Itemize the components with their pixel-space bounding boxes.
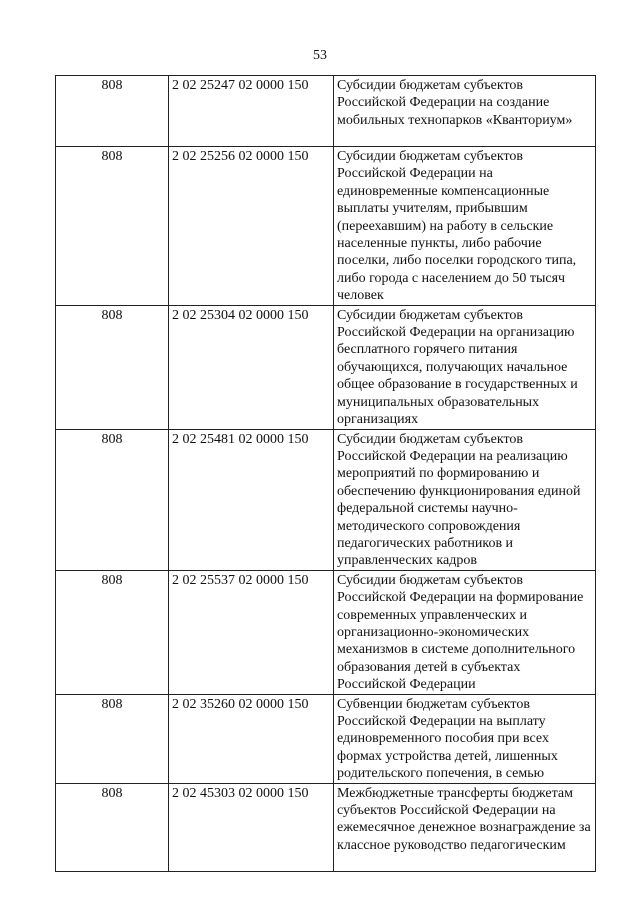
budget-code-cell: 2 02 45303 02 0000 150 bbox=[169, 783, 334, 871]
revenue-name-cell: Субвенции бюджетам субъектов Российской Федерации на выплату единовременного пособия при всех формах устройства детей, лишенных родительского попечения, в семью bbox=[334, 694, 596, 783]
budget-code-cell: 2 02 25537 02 0000 150 bbox=[169, 570, 334, 694]
table-row bbox=[56, 429, 596, 570]
budget-code-cell: 2 02 25256 02 0000 150 bbox=[169, 147, 334, 306]
admin-code-cell: 808 bbox=[56, 429, 169, 570]
revenue-name-cell: Субсидии бюджетам субъектов Российской Федерации на организацию бесплатного горячего питания обучающихся, получающих начальное общее образование в государственных и муниципальных образовательных организациях bbox=[334, 305, 596, 429]
budget-code-cell: 2 02 25247 02 0000 150 bbox=[169, 76, 334, 147]
revenue-name-cell: Межбюджетные трансферты бюджетам субъектов Российской Федерации на ежемесячное денежное вознаграждение за классное руководство педагогическим bbox=[334, 783, 596, 871]
admin-code-cell: 808 bbox=[56, 570, 169, 694]
admin-code-cell: 808 bbox=[56, 147, 169, 306]
budget-code-cell: 2 02 35260 02 0000 150 bbox=[169, 694, 334, 783]
admin-code-cell: 808 bbox=[56, 694, 169, 783]
budget-code-cell: 2 02 25481 02 0000 150 bbox=[169, 429, 334, 570]
admin-code-cell: 808 bbox=[56, 76, 169, 147]
budget-codes-table bbox=[55, 75, 596, 872]
revenue-name-cell: Субсидии бюджетам субъектов Российской Федерации на единовременные компенсационные выплаты учителям, прибывшим (переехавшим) на работу в сельские населенные пункты, либо рабочие поселки, либо поселки городского типа, либо города с населением до 50 тысяч человек bbox=[334, 147, 596, 306]
table-row bbox=[56, 76, 596, 147]
page-number: 53 bbox=[313, 48, 327, 63]
revenue-name-cell: Субсидии бюджетам субъектов Российской Федерации на создание мобильных технопарков «Кванториум» bbox=[334, 76, 596, 147]
revenue-name-cell: Субсидии бюджетам субъектов Российской Федерации на формирование современных управленческих и организационно-экономических механизмов в системе дополнительного образования детей в субъектах Российской Федерации bbox=[334, 570, 596, 694]
table-row bbox=[56, 783, 596, 871]
table-row bbox=[56, 694, 596, 783]
table-row bbox=[56, 305, 596, 429]
admin-code-cell: 808 bbox=[56, 783, 169, 871]
table-row bbox=[56, 147, 596, 306]
table-row bbox=[56, 570, 596, 694]
revenue-name-cell: Субсидии бюджетам субъектов Российской Федерации на реализацию мероприятий по формированию и обеспечению функционирования единой федеральной системы научно-методического сопровождения педагогических работников и управленческих кадров bbox=[334, 429, 596, 570]
admin-code-cell: 808 bbox=[56, 305, 169, 429]
budget-code-cell: 2 02 25304 02 0000 150 bbox=[169, 305, 334, 429]
